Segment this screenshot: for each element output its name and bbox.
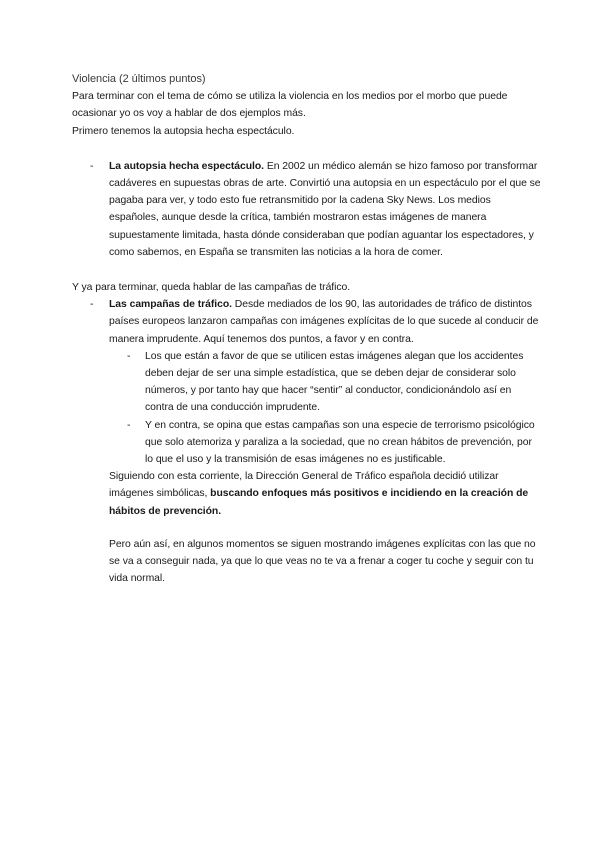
bullet-marker: -: [90, 160, 94, 172]
closing-paragraph: Pero aún así, en algunos momentos se siguen mostrando imágenes explícitas con las que no se va a conseguir nada, ya que lo que veas no te va a frenar a coger tu coche y seguir con tu vida normal.: [109, 538, 536, 585]
bullet-trafico-body: Desde mediados de los 90, las autoridades de tráfico de distintos países europeos lanzaron campañas con imágenes explícitas de lo que sucede al conducir de manera imprudente. Aquí tenemos dos puntos, a favor y en contra.: [109, 299, 539, 345]
followup-emphasis: buscando enfoques más positivos e incidiendo en la creación de hábitos de prevención.: [109, 488, 529, 517]
bullet-autopsia: [90, 158, 542, 261]
sub-bullet-marker: -: [127, 419, 131, 431]
sub-item-favor: [127, 348, 540, 417]
bullet-trafico: [90, 296, 542, 348]
sub-item-favor-text: Los que están a favor de que se utilicen estas imágenes alegan que los accidentes deben dejar de ser una simple estadística, que se deben dejar de considerar solo números, y por tanto hay que hacer “sentir” al conductor, condicionándolo así en contra de una conducción imprudente.: [145, 350, 524, 414]
sub-item-contra: [127, 417, 540, 469]
followup-paragraph: [109, 468, 542, 520]
bullet-autopsia-heading: La autopsia hecha espectáculo.: [109, 160, 264, 172]
intro-paragraph: Para terminar con el tema de cómo se utiliza la violencia en los medios por el morbo que puede ocasionar yo os voy a hablar de dos ejemplos más.: [72, 91, 508, 120]
bullet-trafico-heading: Las campañas de tráfico.: [109, 299, 232, 311]
bullet-autopsia-text: [109, 158, 542, 261]
intro-paragraph-2: Primero tenemos la autopsia hecha espectáculo.: [72, 125, 295, 137]
sub-item-contra-text: Y en contra, se opina que estas campañas son una especie de terrorismo psicológico que solo atemoriza y paraliza a la sociedad, que no crean hábitos de prevención, por lo que el uso y la transmisión de esas imágenes no es justificable.: [145, 419, 535, 466]
transition-paragraph: Y ya para terminar, queda hablar de las campañas de tráfico.: [72, 282, 351, 294]
followup-body: Siguiendo con esta corriente, la Dirección General de Tráfico española decidió utilizar imágenes simbólicas,: [109, 471, 499, 500]
section-title: Violencia (2 últimos puntos): [72, 73, 206, 85]
bullet-marker: -: [90, 299, 94, 311]
bullet-autopsia-body: En 2002 un médico alemán se hizo famoso por transformar cadáveres en supuestas obras de arte. Convirtió una autopsia en un espectáculo por el que se pagaba para ver, y todo esto fue retransmitido por la cadena Sky News. Los medios españoles, aunque desde la crítica, también mostraron estas imágenes de manera supuestamente limitada, hasta dónde consideraban que podían aguantar los espectadores, y como sabemos, en España se transmiten las noticias a la hora de comer.: [109, 160, 541, 258]
sub-bullet-marker: -: [127, 350, 131, 362]
bullet-trafico-text: [109, 296, 542, 348]
document-body: [72, 71, 542, 587]
